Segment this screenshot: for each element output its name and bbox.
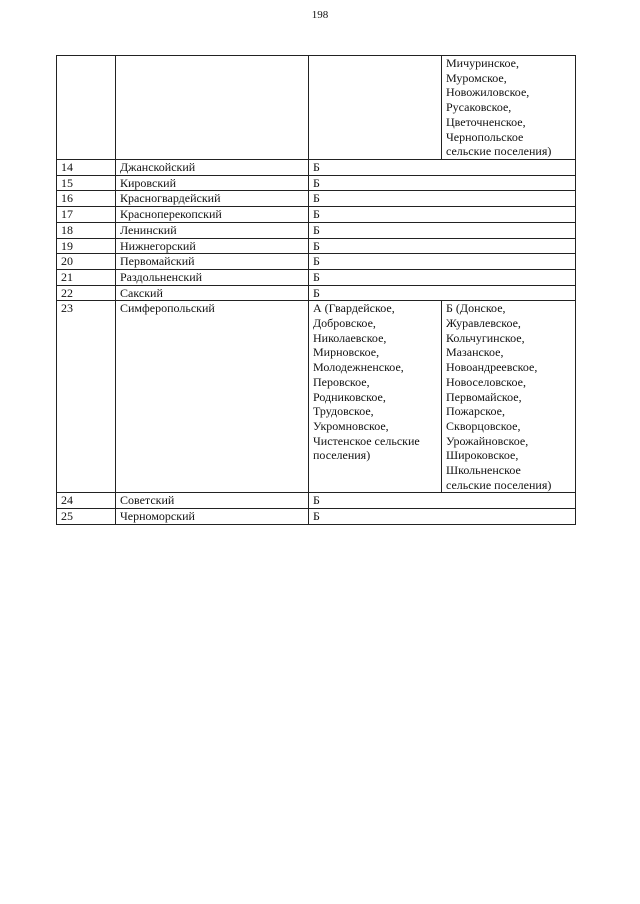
cell-number: 23: [57, 301, 116, 493]
cell-category: Б: [309, 254, 576, 270]
cell-category: Б: [309, 222, 576, 238]
cell-category-b: Б (Донское, Журавлевское, Кольчугинское, Мазанское, Новоандреевское, Новоселовское, Первомайское, Пожарское, Скворцовское, Урожайновское, Широковское, Школьненское сельские поселения): [442, 301, 576, 493]
cell-district: Раздольненский: [116, 269, 309, 285]
table-row: [57, 207, 576, 223]
table-row: [57, 222, 576, 238]
cell-category-b: Мичуринское, Муромское, Новожиловское, Русаковское, Цветочненское, Чернопольское сельские поселения): [442, 56, 576, 160]
cell-category-a: А (Гвардейское, Добровское, Николаевское, Мирновское, Молодежненское, Перовское, Родниковское, Трудовское, Укромновское, Чистенское сельские поселения): [309, 301, 442, 493]
cell-district: Джанскойский: [116, 160, 309, 176]
table-row: [57, 285, 576, 301]
table-row-continued: [57, 56, 576, 160]
cell-category: Б: [309, 160, 576, 176]
cell-category: Б: [309, 238, 576, 254]
table-row-simferopol: [57, 301, 576, 493]
cell-number: 25: [57, 509, 116, 525]
cell-district: Первомайский: [116, 254, 309, 270]
table-row: [57, 238, 576, 254]
cell-number: 15: [57, 175, 116, 191]
cell-number: [57, 56, 116, 160]
table-row: [57, 509, 576, 525]
cell-category: Б: [309, 509, 576, 525]
table-row: [57, 160, 576, 176]
table-row: [57, 254, 576, 270]
cell-number: 20: [57, 254, 116, 270]
cell-category: Б: [309, 207, 576, 223]
cell-district: Красногвардейский: [116, 191, 309, 207]
cell-district: Сакский: [116, 285, 309, 301]
cell-category: Б: [309, 269, 576, 285]
page-number: 198: [311, 9, 329, 21]
cell-number: 16: [57, 191, 116, 207]
cell-category: Б: [309, 191, 576, 207]
cell-number: 22: [57, 285, 116, 301]
cell-category: Б: [309, 493, 576, 509]
cell-category: [309, 56, 442, 160]
cell-number: 17: [57, 207, 116, 223]
cell-district: Нижнегорский: [116, 238, 309, 254]
cell-number: 21: [57, 269, 116, 285]
cell-district: Советский: [116, 493, 309, 509]
cell-category: Б: [309, 285, 576, 301]
cell-district: Красноперекопский: [116, 207, 309, 223]
cell-number: 14: [57, 160, 116, 176]
cell-number: 24: [57, 493, 116, 509]
cell-district: Кировский: [116, 175, 309, 191]
table-row: [57, 191, 576, 207]
table-row: [57, 269, 576, 285]
cell-district: [116, 56, 309, 160]
cell-number: 18: [57, 222, 116, 238]
cell-district: Симферопольский: [116, 301, 309, 493]
districts-table: [56, 55, 576, 525]
table-row: [57, 175, 576, 191]
cell-number: 19: [57, 238, 116, 254]
cell-district: Ленинский: [116, 222, 309, 238]
table-row: [57, 493, 576, 509]
cell-district: Черноморский: [116, 509, 309, 525]
cell-category: Б: [309, 175, 576, 191]
